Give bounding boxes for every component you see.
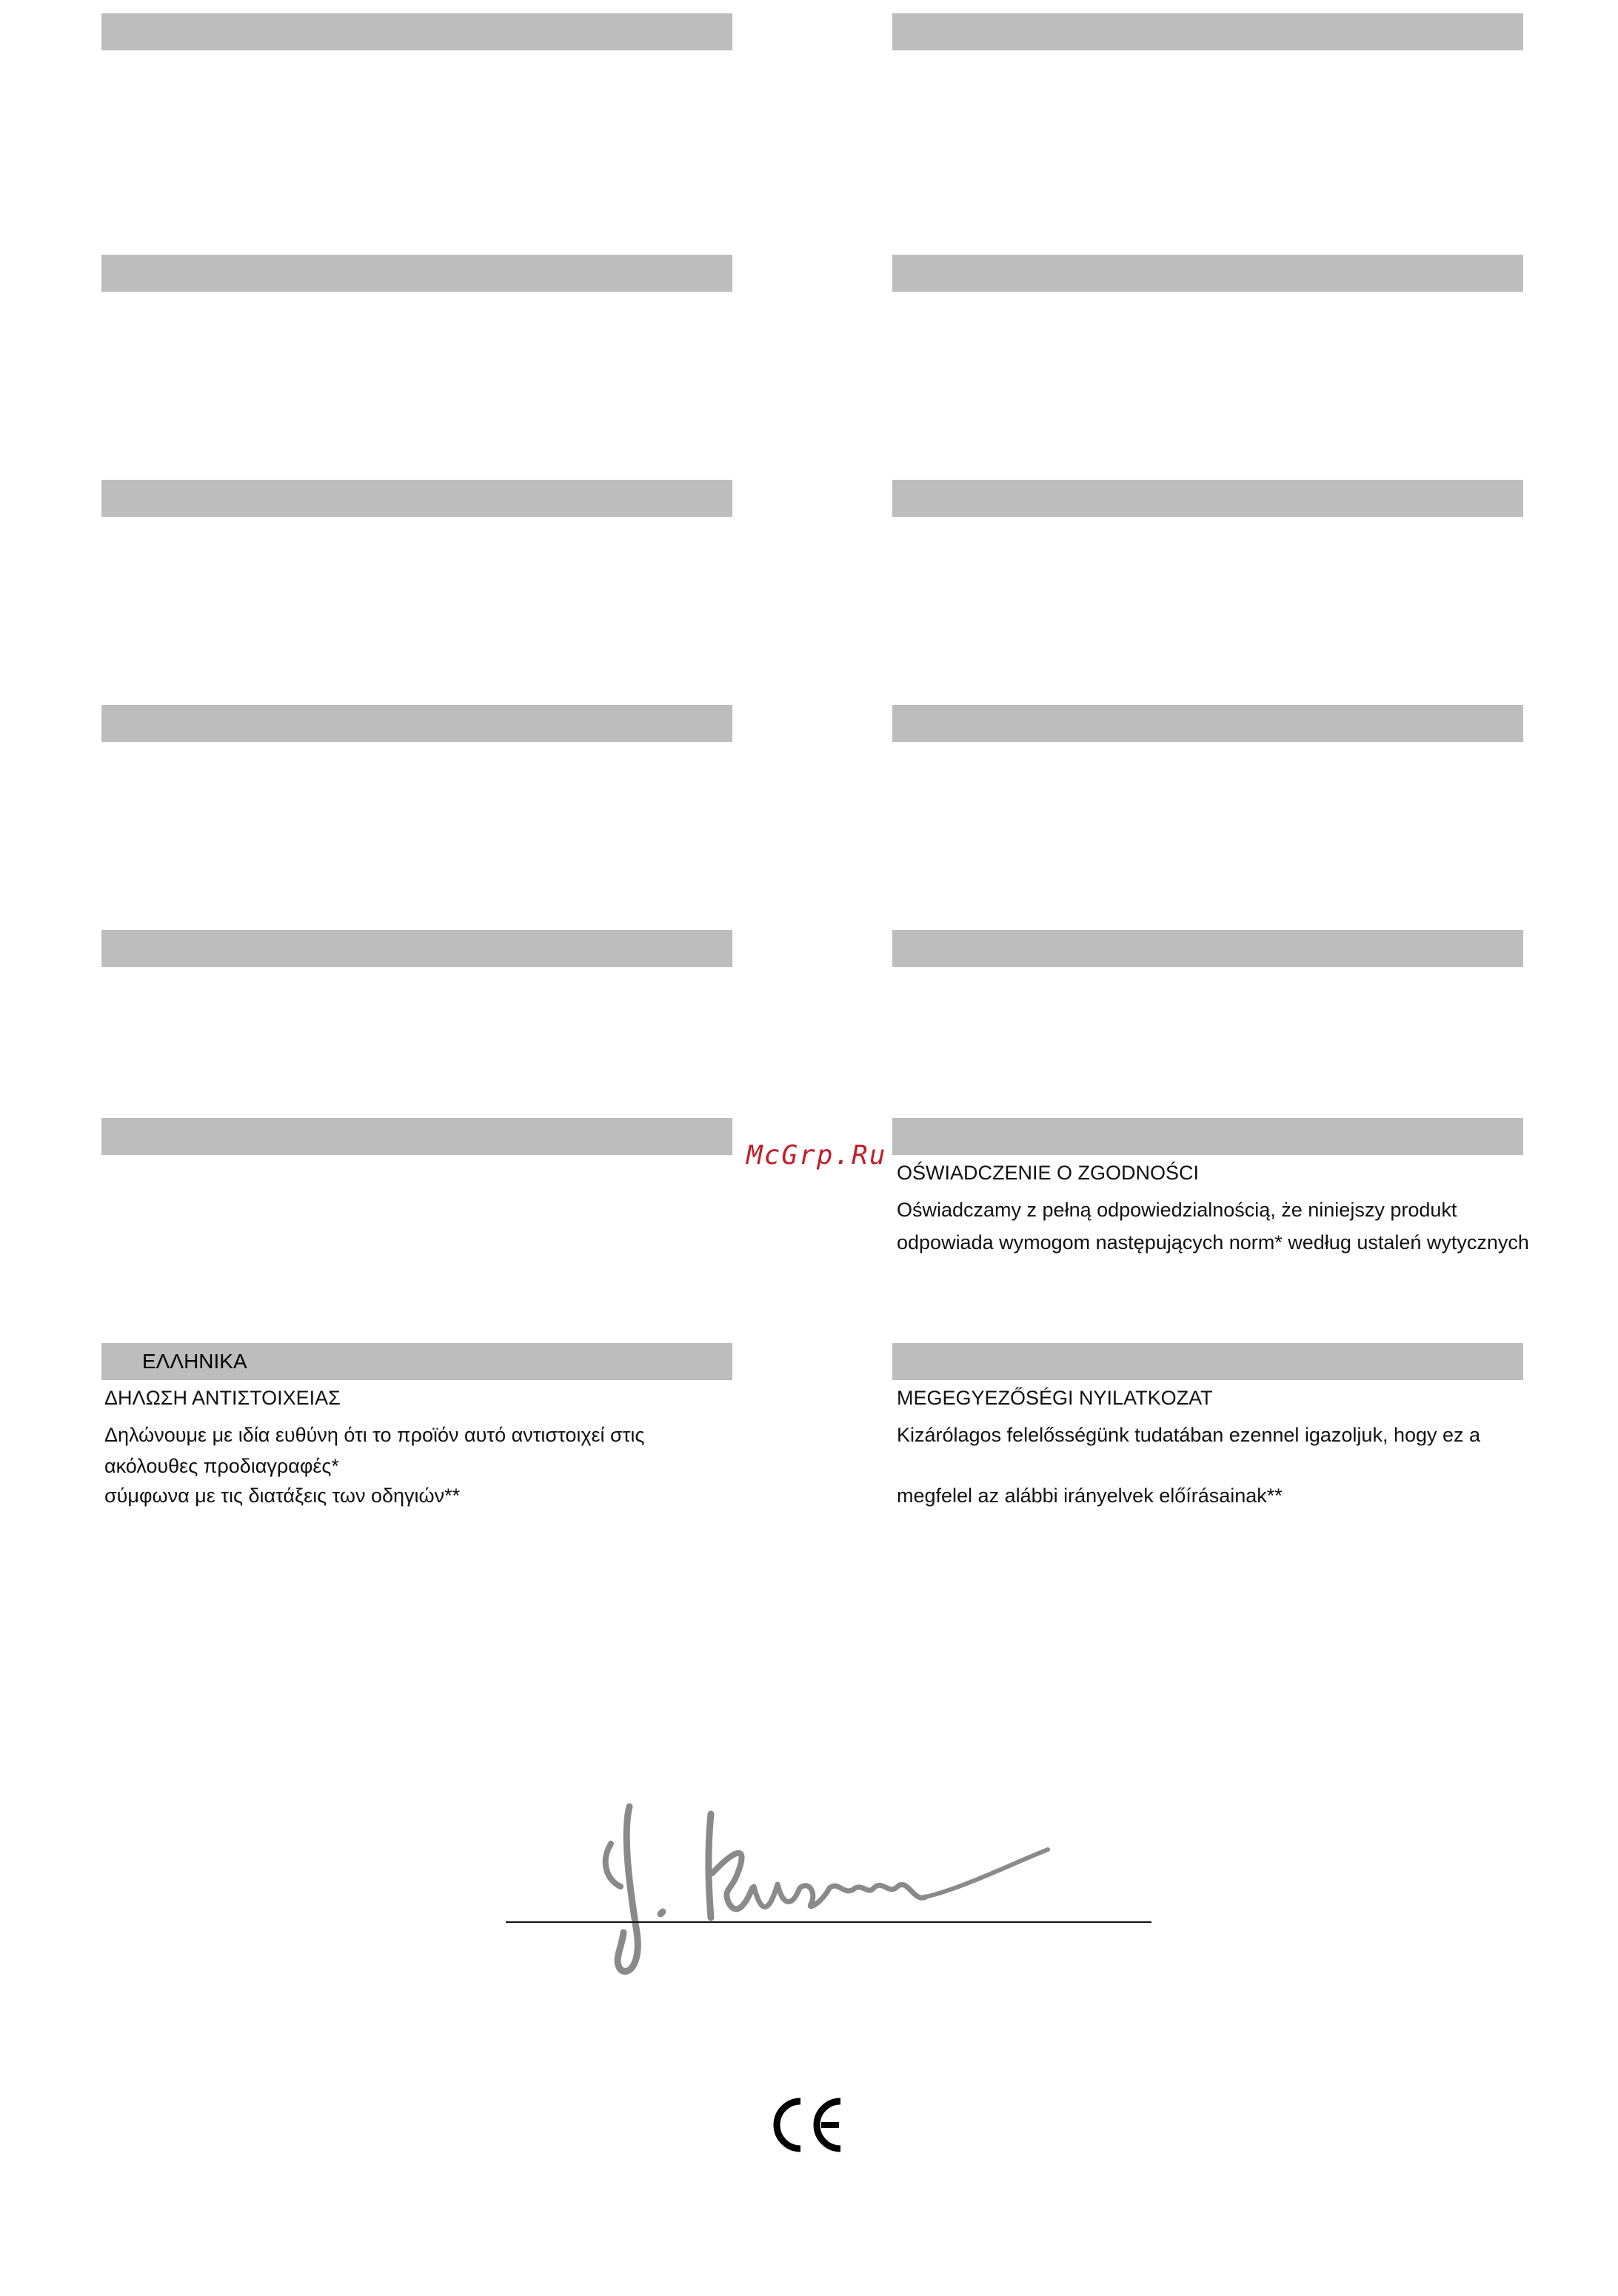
section-header-bar — [892, 930, 1523, 967]
declaration-line-greek-3: σύμφωνα με τις διατάξεις των οδηγιών** — [104, 1485, 461, 1507]
section-header-bar — [101, 1118, 732, 1155]
declaration-line-greek-1: Δηλώνουμε με ιδία ευθύνη ότι το προϊόν αυτό αντιστοιχεί στις — [104, 1424, 645, 1446]
section-header-bar-hungarian — [892, 1343, 1523, 1380]
declaration-line-polish-1: Oświadczamy z pełną odpowiedzialnością, że niniejszy produkt — [897, 1199, 1457, 1221]
section-header-bar — [892, 480, 1523, 517]
watermark-text: McGrp.Ru — [746, 1140, 887, 1171]
section-header-bar — [101, 930, 732, 967]
declaration-line-hungarian-2: megfelel az alábbi irányelvek előírásainak** — [897, 1485, 1283, 1507]
section-header-bar — [892, 13, 1523, 50]
section-header-bar — [101, 480, 732, 517]
section-header-bar — [892, 705, 1523, 742]
declaration-heading-polish: OŚWIADCZENIE O ZGODNOŚCI — [897, 1162, 1200, 1184]
section-header-bar-greek — [101, 1343, 732, 1380]
declaration-line-greek-2: ακόλουθες προδιαγραφές* — [104, 1455, 339, 1477]
signature-line — [506, 1921, 1151, 1923]
language-label-greek: ΕΛΛΗΝΙΚΑ — [142, 1350, 247, 1373]
section-header-bar-polish — [892, 1118, 1523, 1155]
section-header-bar — [892, 255, 1523, 292]
declaration-line-polish-2: odpowiada wymogom następujących norm* według ustaleń wytycznych — [897, 1231, 1529, 1254]
section-header-bar — [101, 255, 732, 292]
declaration-heading-greek: ΔΗΛΩΣΗ ΑΝΤΙΣΤΟΙΧΕΙΑΣ — [104, 1387, 341, 1409]
declaration-line-hungarian-1: Kizárólagos felelősségünk tudatában ezennel igazoljuk, hogy ez a — [897, 1424, 1481, 1446]
ce-mark-icon — [766, 2095, 848, 2155]
signature-icon — [578, 1792, 1066, 1992]
section-header-bar — [101, 13, 732, 50]
section-header-bar — [101, 705, 732, 742]
declaration-heading-hungarian: MEGEGYEZŐSÉGI NYILATKOZAT — [897, 1387, 1213, 1409]
